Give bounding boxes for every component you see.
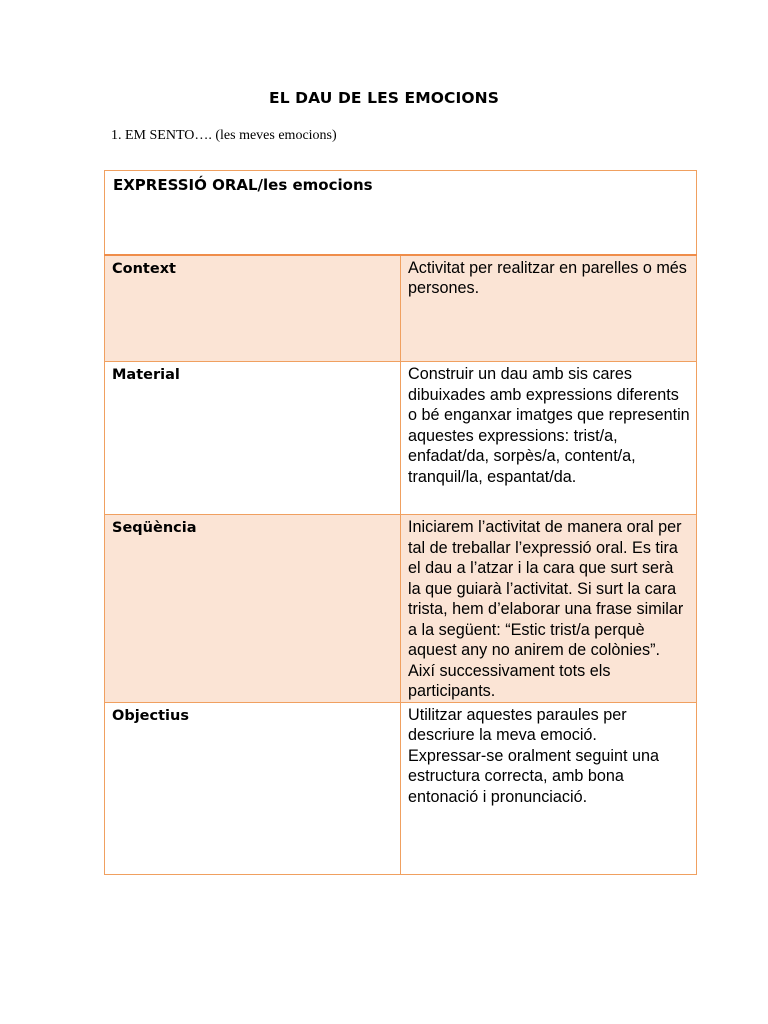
sequencia-paragraph: Iniciarem l’activitat de manera oral per tal de treballar l’expressió oral. Es tira el dau a l’atzar i la cara que surt serà la que guiarà l’activitat. Si surt la cara trista, hem d’elaborar una frase similar a la següent: “Estic trist/a perquè aquest any no anirem de colònies”. Així successivament tots els participants. xyxy=(408,518,684,700)
objectius-paragraph-2: Expressar-se oralment seguint una estructura correcta, amb bona entonació i pronunciació. xyxy=(408,746,660,806)
row-content-sequencia xyxy=(401,515,697,703)
table-row-context xyxy=(105,255,697,362)
row-label-sequencia: Seqüència xyxy=(105,515,401,703)
row-label-material: Material xyxy=(105,362,401,515)
document-title: EL DAU DE LES EMOCIONS xyxy=(269,89,499,107)
row-content-material xyxy=(401,362,697,515)
objectius-paragraph-1: Utilitzar aquestes paraules per descriure la meva emoció. xyxy=(408,705,627,744)
row-label-objectius: Objectius xyxy=(105,702,401,874)
table-header-row xyxy=(105,171,697,255)
context-paragraph: Activitat per realitzar en parelles o més persones. xyxy=(408,258,687,297)
row-content-context xyxy=(401,255,697,362)
table-row-sequencia xyxy=(105,515,697,703)
activity-table xyxy=(104,170,697,875)
material-paragraph: Construir un dau amb sis cares dibuixades amb expressions diferents o bé enganxar imatges que representin aquestes expressions: trist/a, enfadat/da, sorpès/a, content/a, tranquil/la, espantat/da. xyxy=(408,365,690,486)
row-label-context: Context xyxy=(105,255,401,362)
row-content-objectius xyxy=(401,702,697,874)
section-heading: 1. EM SENTO…. (les meves emocions) xyxy=(111,128,337,143)
table-row-objectius xyxy=(105,702,697,874)
table-row-material xyxy=(105,362,697,515)
table-header-cell: EXPRESSIÓ ORAL/les emocions xyxy=(105,171,697,255)
